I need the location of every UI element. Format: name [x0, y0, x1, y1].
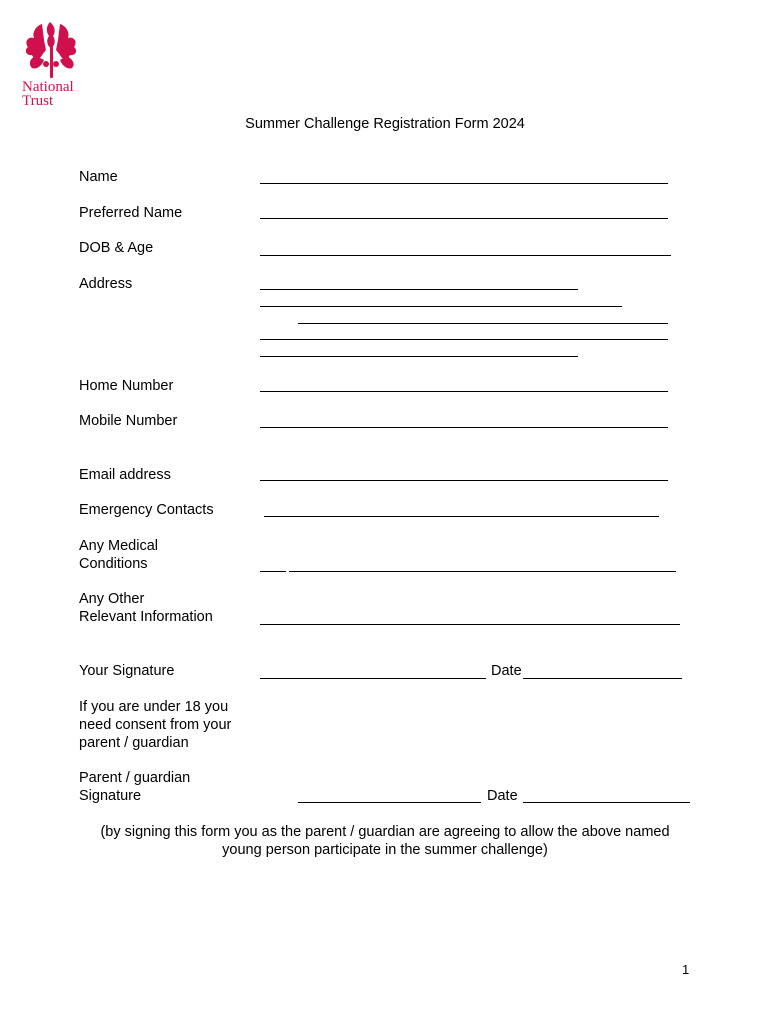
home-number-label: Home Number — [79, 378, 174, 394]
other-info-label-line1: Any Other — [79, 591, 145, 607]
name-field-line[interactable] — [260, 183, 668, 184]
oak-leaf-icon — [22, 20, 84, 80]
under-18-note-line3: parent / guardian — [79, 735, 189, 751]
parent-signature-label-line2: Signature — [79, 788, 142, 804]
address-field-line-3[interactable] — [298, 323, 668, 324]
under-18-note-line1: If you are under 18 you — [79, 699, 229, 715]
address-label: Address — [79, 276, 133, 292]
mobile-number-field-line[interactable] — [260, 427, 668, 428]
medical-conditions-label-line1: Any Medical — [79, 538, 158, 554]
address-field-line-5[interactable] — [260, 356, 578, 357]
signature-field-line[interactable] — [260, 678, 486, 679]
medical-conditions-label — [79, 537, 158, 573]
signature-date-label: Date — [491, 663, 522, 679]
email-field-line[interactable] — [260, 480, 668, 481]
mobile-number-label: Mobile Number — [79, 413, 178, 429]
medical-conditions-field-line-short[interactable] — [260, 571, 286, 572]
dob-age-field-line[interactable] — [260, 255, 671, 256]
other-info-label-line2: Relevant Information — [79, 609, 213, 625]
address-field-line-4[interactable] — [260, 339, 668, 340]
medical-conditions-label-line2: Conditions — [79, 556, 148, 572]
preferred-name-field-line[interactable] — [260, 218, 668, 219]
parent-date-label: Date — [487, 788, 518, 804]
under-18-note-line2: need consent from your — [79, 717, 232, 733]
other-info-field-line[interactable] — [260, 624, 680, 625]
emergency-contacts-field-line[interactable] — [264, 516, 659, 517]
consent-note-line1: (by signing this form you as the parent / guardian are agreeing to allow the above named — [100, 824, 670, 840]
parent-signature-field-line[interactable] — [298, 802, 481, 803]
home-number-field-line[interactable] — [260, 391, 668, 392]
signature-date-field-line[interactable] — [523, 678, 682, 679]
consent-note — [70, 823, 700, 859]
page-number: 1 — [682, 962, 690, 977]
other-info-label — [79, 590, 213, 626]
medical-conditions-field-line[interactable] — [289, 571, 676, 572]
form-title: Summer Challenge Registration Form 2024 — [245, 116, 525, 132]
logo-text-trust: Trust — [22, 93, 54, 109]
address-field-line-1[interactable] — [260, 289, 578, 290]
under-18-note — [79, 698, 231, 752]
parent-signature-label-line1: Parent / guardian — [79, 770, 191, 786]
name-label: Name — [79, 169, 118, 185]
emergency-contacts-label: Emergency Contacts — [79, 502, 214, 518]
dob-age-label: DOB & Age — [79, 240, 154, 256]
parent-date-field-line[interactable] — [523, 802, 690, 803]
preferred-name-label: Preferred Name — [79, 205, 183, 221]
address-field-line-2[interactable] — [260, 306, 622, 307]
logo-text-national: National — [22, 79, 74, 95]
signature-label: Your Signature — [79, 663, 175, 679]
national-trust-logo — [22, 20, 84, 108]
parent-signature-label — [79, 769, 190, 805]
consent-note-line2: young person participate in the summer challenge) — [222, 842, 548, 858]
email-label: Email address — [79, 467, 171, 483]
